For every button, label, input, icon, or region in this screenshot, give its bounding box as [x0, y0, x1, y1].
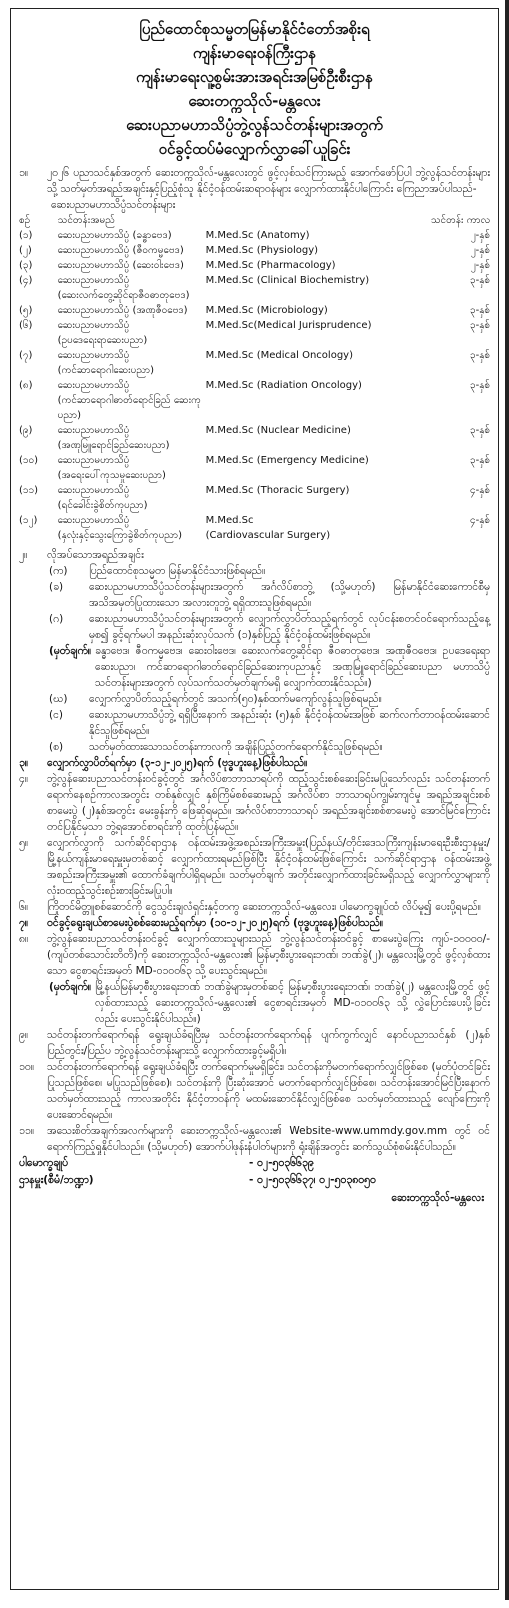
- course-number-text: (၅): [19, 305, 33, 316]
- paragraph-6: [19, 899, 490, 915]
- course-duration: [422, 453, 490, 483]
- course-duration: [422, 378, 490, 423]
- note-label: (မှတ်ချက်။: [49, 981, 92, 993]
- paragraph-number: ၈။: [19, 933, 29, 945]
- paragraph-number: ၁၁။: [19, 1125, 34, 1137]
- course-degree-text: M.Med.Sc (Clinical Biochemistry): [205, 275, 370, 286]
- paragraph-7: [19, 915, 490, 931]
- course-duration-text: ၂-နှစ်: [470, 260, 490, 271]
- course-name-text: ဆေးပညာမဟာသိပ္ပံ: [57, 350, 130, 361]
- header-line-ministry: ကျန်းမာရေးဝန်ကြီးဌာန: [192, 44, 317, 62]
- courses-heading: ဆေးပညာမဟာသိပ္ပံသင်တန်းများ: [51, 199, 176, 211]
- header-line-university: ဆေးတက္ကသိုလ်-မန္တလေး: [188, 92, 321, 110]
- course-row: [19, 513, 490, 543]
- note-text: ခန္ဓာဗေဒ၊ ဇီဝကမ္မဗေဒ၊ ဆေးဝါးဗေဒ၊ ဆေးလက်တွေ့ဆိုင်ရာ ဇီဝဓာတုဗေဒ၊ အဏုဇီဝဗေဒ၊ ဥပဒေရေးရာဆေးပညာ၊ ကင်ဆာရောဂါဓာတ်ရောင်ခြည်ဆေးကုပညာနှင့် အဏုမြူရောင်ခြည်ဆေးပညာ မဟာသိပ္ပံသင်တန်းများအတွက် လုပ်သက်သတ်မှတ်ချက်မရှိ လျှောက်ထားနိုင်သည်။): [95, 645, 490, 689]
- requirements-note: [19, 643, 490, 691]
- course-name-detail: (နှလုံးနှင့်သွေးကြောခွဲစိတ်ကုပညာ): [57, 530, 182, 541]
- requirement-text: ဆေးပညာမဟာသိပ္ပံသင်တန်းများအတွက် လျှောက်လွှာပိတ်သည့်ရက်တွင် လုပ်ငန်းစတင်ဝင်ရောက်သည့်နေ့မှစ၍ ခွင့်ရက်မပါ အနည်းဆုံးလုပ်သက် (၁)နှစ်ပြည့် နိုင်ငံ့ဝန်ထမ်းဖြစ်ရမည်။: [89, 613, 490, 641]
- course-duration-text: ၃-နှစ်: [469, 305, 490, 316]
- course-name: [58, 483, 206, 513]
- courses-header-row: [19, 213, 490, 228]
- course-degree: [206, 378, 422, 423]
- paragraph-text: သင်တန်းတက်ရောက်ရန် ရွေးချယ်ခံရပြီးမှ သင်တန်းတက်ရောက်ရန် ပျက်ကွက်လျှင် နောင်ပညာသင်နှစ် (၂)နှစ် ပြည်တွင်း/ပြည်ပ ဘွဲ့လွန်သင်တန်းများသို့ လျှောက်ထားခွင့်မရှိပါ။: [47, 1029, 490, 1057]
- course-name-text: ဆေးပညာမဟာသိပ္ပံ: [57, 380, 130, 391]
- requirement-key: (စ): [49, 741, 64, 753]
- paragraph-text: ဝင်ခွင့်ရွေးချယ်စာမေးပွဲစစ်ဆေးမည့်ရက်မှာ (၁၀-၁၂-၂၀၂၅)ရက် (ဗုဒ္ဓဟူးနေ့)ဖြစ်ပါသည်။: [47, 917, 384, 929]
- requirement-item: [19, 707, 490, 739]
- paragraph-number: ၂။: [19, 549, 28, 561]
- course-name-text: ဆေးပညာမဟာသိပ္ပံ: [57, 320, 130, 331]
- course-name-text: ဆေးပညာမဟာသိပ္ပံ: [57, 275, 130, 286]
- requirements-heading: လိုအပ်သောအရည်အချင်း: [47, 549, 144, 561]
- course-duration: [422, 303, 490, 318]
- course-degree-text: M.Med.Sc: [205, 515, 254, 526]
- course-name: [58, 348, 206, 378]
- course-duration-text: ၃-နှစ်: [469, 350, 490, 361]
- course-duration-text: ၂-နှစ်: [470, 230, 490, 241]
- course-name-detail: (ကင်ဆာရောဂါဓာတ်ရောင်ခြည် ဆေးကုပညာ): [57, 395, 201, 421]
- course-number: [19, 228, 58, 243]
- course-degree-text: M.Med.Sc (Radiation Oncology): [205, 380, 362, 391]
- paragraph-11: [19, 1123, 490, 1155]
- course-name: [58, 423, 206, 453]
- requirement-item: [19, 611, 490, 643]
- paragraph-number: ၇။: [19, 917, 29, 929]
- course-degree: [206, 453, 422, 483]
- course-row: [19, 318, 490, 348]
- course-number-text: (၃): [19, 260, 33, 271]
- course-row: [19, 303, 490, 318]
- course-name-detail: (အရေးပေါ်ကုသမှုဆေးပညာ): [57, 470, 166, 481]
- course-duration-text: ၃-နှစ်: [469, 320, 490, 331]
- course-duration: [422, 348, 490, 378]
- course-name-text: ဆေးပညာမဟာသိပ္ပံ: [57, 515, 130, 526]
- requirement-key: (ခ): [49, 581, 64, 593]
- course-name: [58, 303, 206, 318]
- course-name-text: ဆေးပညာမဟာသိပ္ပံ: [57, 485, 130, 496]
- course-row: [19, 258, 490, 273]
- paragraph-text: အသေးစိတ်အချက်အလက်များကို ဆေးတက္ကသိုလ်-မန္တလေး၏ Website-www.ummdy.gov.mm တွင် ဝင်ရောက်ကြည့်ရှုနိုင်ပါသည်။ (သို့မဟုတ်) အောက်ပါဖုန်းနံပါတ်များကို ရုံးချိန်အတွင်း ဆက်သွယ်စုံစမ်းနိုင်ပါသည်။: [47, 1125, 490, 1153]
- course-number: [19, 318, 58, 348]
- course-name: [58, 453, 206, 483]
- paragraph-text: ဘွဲ့လွန်ဆေးပညာသင်တန်းဝင်ခွင့်တွင် အင်္ဂလိပ်စာဘာသာရပ်ကို ထည့်သွင်းစစ်ဆေးခြင်းမပြုသော်လည်း သင်တန်းတက်ရောက်နေစဉ်ကာလအတွင်း တစ်နှစ်လျှင် နှစ်ကြိမ်စစ်ဆေးမည့် အင်္ဂလိပ်စာ ဘာသာရပ်ကျွမ်းကျင်မှု အရည်အချင်းစစ်စာမေးပွဲ (၂)နှစ်အတွင်း မေးခွန်းကို ဖြေဆိုရမည်။ အင်္ဂလိပ်စာဘာသာရပ် အရည်အချင်းစစ်စာမေးပွဲ အောင်မြင်ကြောင်း တင်ပြနိုင်မှသာ ဘွဲ့ရအောင်စာရင်းကို ထုတ်ပြန်မည်။: [47, 773, 490, 833]
- course-duration-text: ၃-နှစ်: [469, 275, 490, 286]
- course-degree: [206, 483, 422, 513]
- course-name: [58, 243, 206, 258]
- course-name-detail: (ဆေးလက်တွေ့ဆိုင်ရာဇီဝဓာတုဗေဒ): [57, 290, 190, 301]
- course-number: [19, 453, 58, 483]
- course-name-detail: (ရင်ခေါင်းခွဲစိတ်ကုပညာ): [57, 500, 148, 511]
- requirements-list: [19, 563, 490, 643]
- contact-admin-head: [19, 1172, 490, 1189]
- paragraph-text: လျှောက်လွှာကို သက်ဆိုင်ရာဌာန ဝန်ထမ်းအဖွဲ့အစည်းအကြီးအမှူး(ပြည်နယ်/တိုင်းဒေသကြီးကျန်းမာရေးဦးစီးဌာနမှူး/မြို့နယ်ကျန်းမာရေးမှူးမှတစ်ဆင့် လျှောက်ထားရမည်ဖြစ်ပြီး နိုင်ငံ့ဝန်ထမ်းဖြစ်ကြောင်း သက်ဆိုင်ရာဌာန ဝန်ထမ်းအဖွဲ့အစည်းအကြီးအမှူး၏ ထောက်ခံချက်ပါရှိရမည်။ သတ်မှတ်ချက် အတိုင်းလျှောက်ထားခြင်းမရှိသည့် လျှောက်လွှာများကို လုံးဝထည့်သွင်းစဉ်းစားခြင်းမပြုပါ။: [47, 837, 490, 897]
- requirement-item: [19, 563, 490, 579]
- course-degree: [206, 303, 422, 318]
- course-degree: [206, 513, 422, 543]
- course-duration-text: ၃-နှစ်: [469, 455, 490, 466]
- course-number: [19, 243, 58, 258]
- course-number: [19, 303, 58, 318]
- paragraph-number: ၅။: [19, 837, 29, 849]
- paragraph-9: [19, 1027, 490, 1059]
- note-text: မြို့နယ်မြန်မာ့စီးပွားရေးဘဏ် ဘဏ်ခွဲများမှတစ်ဆင့် မြန်မာ့စီးပွားရေးဘဏ်၊ ဘဏ်ခွဲ(၂) မန္တလေးမြို့တွင် ဖွင့်လှစ်ထားသည့် ဆေးတက္ကသိုလ်-မန္တလေး၏ ငွေစာရင်းအမှတ် MD-၀၁၀၀၆၃ သို့ လွှဲပြောင်းပေးပို့ခြင်းလည်း ပေးသွင်းနိုင်ပါသည်။): [95, 981, 490, 1025]
- paragraph-5: [19, 835, 490, 899]
- course-degree: [206, 318, 422, 348]
- paragraph-3: [19, 755, 490, 771]
- requirement-key: (ဂ): [49, 613, 64, 625]
- requirement-key: (ဃ): [49, 693, 68, 705]
- course-number-text: (၆): [19, 320, 33, 331]
- requirement-text: သတ်မှတ်ထားသောသင်တန်းကာလကို အချိန်ပြည့်တက်ရောက်နိုင်သူဖြစ်ရမည်။: [89, 741, 383, 753]
- course-degree-text: M.Med.Sc (Pharmacology): [205, 260, 336, 271]
- page-edge-bar: [505, 0, 509, 1600]
- course-name-text: ဆေးပညာမဟာသိပ္ပံ (ခန္ဓာဗေဒ): [57, 230, 172, 241]
- paragraph-number: ၆။: [19, 901, 29, 913]
- course-number: [19, 378, 58, 423]
- course-degree-text: M.Med.Sc (Physiology): [205, 245, 319, 256]
- paragraph-number: ၃။: [19, 757, 29, 769]
- course-name: [58, 273, 206, 303]
- course-row: [19, 243, 490, 258]
- requirement-text: ဆေးပညာမဟာသိပ္ပံဘွဲ့ ရရှိပြီးနောက် အနည်းဆုံး (၅)နှစ် နိုင်ငံ့ဝန်ထမ်းအဖြစ် ဆက်လက်တာဝန်ထမ်းဆောင်နိုင်သူဖြစ်ရမည်။: [89, 709, 490, 737]
- col-duration-header: သင်တန်း ကာလ: [430, 215, 490, 226]
- course-number-text: (၉): [19, 425, 33, 436]
- course-name-text: ဆေးပညာမဟာသိပ္ပံ (ဇီဝကမ္မဗေဒ): [57, 245, 184, 256]
- course-degree-text: M.Med.Sc (Microbiology): [205, 305, 328, 316]
- requirement-key: (င): [49, 709, 64, 721]
- requirement-item: [19, 691, 490, 707]
- course-name: [58, 378, 206, 423]
- requirement-item: [19, 739, 490, 755]
- requirement-item: [19, 579, 490, 611]
- course-degree-detail: (Cardiovascular Surgery): [205, 530, 331, 541]
- course-degree-text: M.Med.Sc (Thoracic Surgery): [205, 485, 350, 496]
- contact-rector: [19, 1155, 490, 1172]
- course-duration: [422, 273, 490, 303]
- paragraph-text: ဘွဲ့လွန်ဆေးပညာသင်တန်းဝင်ခွင့် လျှောက်ထားသူများသည် ဘွဲ့လွန်သင်တန်းဝင်ခွင့် စာမေးပွဲကြေး ကျပ်-၁၀၀၀၀/-(ကျပ်တစ်သောင်းတိတိ)ကို ဆေးတက္ကသိုလ်-မန္တလေး၏ မြန်မာ့စီးပွားရေးဘဏ်၊ ဘဏ်ခွဲ(၂)၊ မန္တလေးမြို့တွင် ဖွင့်လှစ်ထားသော ငွေစာရင်းအမှတ် MD-၀၁၀၀၆၃ သို့ ပေးသွင်းရမည်။: [47, 933, 490, 977]
- course-duration: [422, 513, 490, 543]
- paragraph-text: လျှောက်လွှာပိတ်ရက်မှာ (၃-၁၂-၂၀၂၅)ရက် (ဗုဒ္ဓဟူးနေ့)ဖြစ်ပါသည်။: [47, 757, 308, 769]
- header-line-title: ဝင်ခွင့်ထပ်မံလျှောက်လွှာခေါ်ယူခြင်း: [158, 140, 351, 158]
- paragraph-text: သင်တန်းတက်ရောက်ရန် ရွေးချယ်ခံရပြီး တက်ရောက်မှုမရှိခြင်း၊ သင်တန်းကိုမတက်ရောက်လျှင်ဖြစ်စေ (မှတ်ပုံတင်ခြင်းပြုသည်ဖြစ်စေ၊ မပြုသည်ဖြစ်စေ)၊ သင်တန်းကို ပြီးဆုံးအောင် မတက်ရောက်လျှင်ဖြစ်စေ၊ သင်တန်းအောင်မြင်ပြီးနောက် သတ်မှတ်ထားသည့် ကာလအတိုင်း နိုင်ငံ့တာဝန်ကို မထမ်းဆောင်နိုင်လျှင်ဖြစ်စေ သတ်မှတ်ထားသည့် လျော်ကြေးကို ပေးဆောင်ရမည်။: [47, 1061, 490, 1121]
- course-name-detail: (ဥပဒေရေးရာဆေးပညာ): [57, 335, 148, 346]
- requirement-text: ပြည်ထောင်စုသမ္မတ မြန်မာနိုင်ငံသားဖြစ်ရမည်။: [89, 565, 266, 577]
- requirements-list-2: [19, 691, 490, 755]
- course-name: [58, 513, 206, 543]
- course-duration-text: ၃-နှစ်: [469, 380, 490, 391]
- course-duration-text: ၂-နှစ်: [470, 245, 490, 256]
- course-row: [19, 378, 490, 423]
- contact-phone: - ၀၂-၅၀၃၆၆၃၇၊ ၀၂-၅၀၃၈၀၅၀: [249, 1174, 376, 1186]
- course-row: [19, 273, 490, 303]
- course-degree: [206, 423, 422, 453]
- course-duration: [422, 423, 490, 453]
- course-number: [19, 258, 58, 273]
- course-degree-text: M.Med.Sc (Emergency Medicine): [205, 455, 369, 466]
- course-name-detail: (ကင်ဆာရောဂါဆေးပညာ): [57, 365, 155, 376]
- course-number-text: (၇): [19, 350, 33, 361]
- course-name-detail: (အဏုမြူရောင်ခြည်ဆေးပညာ): [57, 440, 170, 451]
- course-degree: [206, 348, 422, 378]
- course-number-text: (၁၂): [19, 515, 38, 526]
- course-name: [58, 228, 206, 243]
- course-row: [19, 453, 490, 483]
- requirement-text: ဆေးပညာမဟာသိပ္ပံသင်တန်းများအတွက် အင်္ဂလိပ်စာဘွဲ့ (သို့မဟုတ်) မြန်မာနိုင်ငံဆေးကောင်စီမှ အသိအမှတ်ပြုထားသော အလားတူဘွဲ့ ရရှိထားသူဖြစ်ရမည်။: [89, 581, 490, 609]
- contact-label: ပါမောက္ခချုပ်: [19, 1157, 69, 1169]
- requirement-key: (က): [49, 565, 68, 577]
- course-duration-text: ၄-နှစ်: [469, 485, 490, 496]
- course-number: [19, 513, 58, 543]
- course-number-text: (၁): [19, 230, 33, 241]
- header-line-department: ကျန်းမာရေးလူ့စွမ်းအားအရင်းအမြစ်ဦးစီးဌာန: [136, 68, 373, 86]
- course-degree-text: M.Med.Sc(Medical Jurisprudence): [205, 320, 372, 331]
- course-duration-text: ၃-နှစ်: [469, 425, 490, 436]
- course-duration: [422, 483, 490, 513]
- course-degree: [206, 258, 422, 273]
- paragraph-4: [19, 771, 490, 835]
- course-name-text: ဆေးပညာမဟာသိပ္ပံ: [57, 455, 130, 466]
- course-number-text: (၁၁): [19, 485, 39, 496]
- course-number: [19, 273, 58, 303]
- paragraph-number: ၄။: [19, 773, 29, 785]
- signature: ဆေးတက္ကသိုလ်-မန္တလေး: [391, 1192, 484, 1204]
- course-number: [19, 483, 58, 513]
- paragraph-8: [19, 931, 490, 979]
- course-name: [58, 258, 206, 273]
- header: [19, 17, 490, 161]
- course-degree: [206, 243, 422, 258]
- header-line-government: ပြည်ထောင်စုသမ္မတမြန်မာနိုင်ငံတော်အစိုးရ: [139, 20, 370, 38]
- course-number: [19, 423, 58, 453]
- course-duration: [422, 243, 490, 258]
- paragraph-text: ၂၀၂၆ ပညာသင်နှစ်အတွက် ဆေးတက္ကသိုလ်-မန္တလေးတွင် ဖွင့်လှစ်သင်ကြားမည့် အောက်ဖော်ပြပါ ဘွဲ့လွန်သင်တန်းများသို့ သတ်မှတ်အရည်အချင်းနှင့်ပြည့်စုံသူ နိုင်ငံ့ဝန်ထမ်းဆရာဝန်များ လျှောက်ထားနိုင်ပါကြောင်း ကြေညာအပ်ပါသည်-: [47, 167, 490, 195]
- course-degree: [206, 273, 422, 303]
- course-degree-text: M.Med.Sc (Nuclear Medicine): [205, 425, 351, 436]
- courses-table: [19, 213, 490, 543]
- course-duration: [422, 228, 490, 243]
- course-number-text: (၁၀): [19, 455, 39, 466]
- course-number-text: (၈): [19, 380, 33, 391]
- course-row: [19, 423, 490, 453]
- contact-phone: - ၀၂-၅၀၃၆၆၃၉: [249, 1157, 314, 1169]
- course-degree-text: M.Med.Sc (Anatomy): [205, 230, 310, 241]
- course-name-text: ဆေးပညာမဟာသိပ္ပံ: [57, 425, 130, 436]
- course-duration: [422, 318, 490, 348]
- announcement-page: [10, 8, 499, 1590]
- paragraph-1: [19, 165, 490, 197]
- course-number-text: (၂): [19, 245, 32, 256]
- col-name-header: သင်တန်းအမည်: [57, 215, 115, 226]
- course-number: [19, 348, 58, 378]
- paragraph-number: ၁။: [19, 167, 29, 179]
- course-name-text: ဆေးပညာမဟာသိပ္ပံ (ဆေးဝါးဗေဒ): [57, 260, 184, 271]
- course-name-text: ဆေးပညာမဟာသိပ္ပံ (အဏုဇီဝဗေဒ): [57, 305, 188, 316]
- note-label: (မှတ်ချက်။: [49, 645, 92, 657]
- paragraph-2-heading: [19, 547, 490, 563]
- paragraph-8-note: [19, 979, 490, 1027]
- course-row: [19, 483, 490, 513]
- course-row: [19, 228, 490, 243]
- course-row: [19, 348, 490, 378]
- paragraph-10: [19, 1059, 490, 1123]
- course-name: [58, 318, 206, 348]
- paragraph-number: ၁၀။: [19, 1061, 34, 1073]
- paragraph-number: ၉။: [19, 1029, 29, 1041]
- course-duration-text: ၄-နှစ်: [469, 515, 490, 526]
- contact-label: ဌာနမှူး(စီမံ/ဘဏ္ဍာ): [19, 1174, 94, 1186]
- header-line-courses: ဆေးပညာမဟာသိပ္ပံဘွဲ့လွန်သင်တန်းများအတွက်: [126, 116, 383, 134]
- paragraph-text: ကြိုတင်မိတ္တူစစ်ဆောင်ကို ငွေသွင်းချလံရှင်းနှင့်တကွ ဆေးတက္ကသိုလ်-မန္တလေး၊ ပါမောက္ခချုပ်ထံ လိပ်မူ၍ ပေးပို့ရမည်။: [47, 901, 481, 913]
- requirement-text: လျှောက်လွှာပိတ်သည့်ရက်တွင် အသက်(၅၀)နှစ်ထက်မကျော်လွန်သူဖြစ်ရမည်။: [89, 693, 382, 705]
- course-degree-text: M.Med.Sc (Medical Oncology): [205, 350, 353, 361]
- course-duration: [422, 258, 490, 273]
- course-number-text: (၄): [19, 275, 33, 286]
- course-degree: [206, 228, 422, 243]
- col-no-header: စဉ်: [19, 215, 31, 226]
